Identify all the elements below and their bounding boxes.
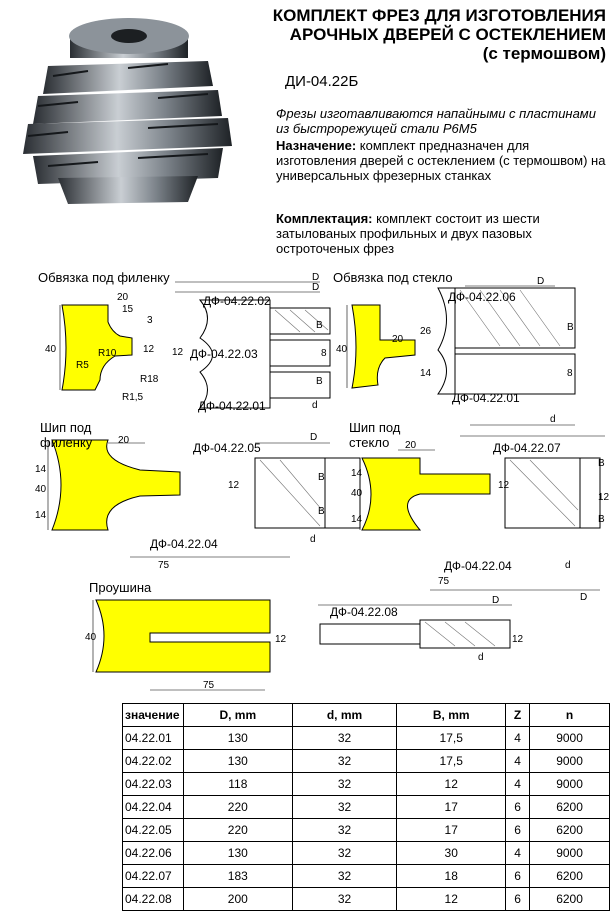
- code-06: ДФ-04.22.06: [448, 290, 516, 304]
- table-cell: 6200: [530, 819, 610, 842]
- col-header-D: D, mm: [184, 704, 293, 727]
- col-header-B: B, mm: [397, 704, 506, 727]
- table-cell: 32: [292, 750, 397, 773]
- code-04: ДФ-04.22.04: [150, 537, 218, 551]
- title-line-1: КОМПЛЕКТ ФРЕЗ ДЛЯ ИЗГОТОВЛЕНИЯ: [272, 6, 606, 25]
- dim-d-c: d: [310, 534, 316, 545]
- table-cell: 17: [397, 819, 506, 842]
- table-cell: 6: [506, 796, 530, 819]
- table-cell: 220: [184, 819, 293, 842]
- dim-B-e: B: [318, 506, 325, 517]
- table-cell: 220: [184, 796, 293, 819]
- dim-20-b: 20: [392, 334, 404, 345]
- technical-drawings: [0, 260, 612, 700]
- table-row: [123, 796, 610, 819]
- dim-B-g: B: [598, 514, 605, 525]
- material-description: Фрезы изготавливаются напайными с пластинами из быстрорежущей стали Р6М5: [276, 106, 596, 136]
- table-cell: 12: [397, 773, 506, 796]
- table-cell: 04.22.08: [123, 888, 184, 911]
- dim-20-c: 20: [118, 435, 130, 446]
- title-line-3: (с термошвом): [482, 44, 606, 63]
- table-cell: 30: [397, 842, 506, 865]
- spec-table: [122, 703, 610, 911]
- table-cell: 17,5: [397, 727, 506, 750]
- table-cell: 12: [397, 888, 506, 911]
- table-cell: 4: [506, 727, 530, 750]
- table-cell: 6: [506, 819, 530, 842]
- code-07: ДФ-04.22.07: [493, 441, 561, 455]
- table-cell: 32: [292, 796, 397, 819]
- dim-14-c: 14: [35, 510, 47, 521]
- table-cell: 04.22.06: [123, 842, 184, 865]
- table-cell: 17: [397, 796, 506, 819]
- table-cell: 6: [506, 865, 530, 888]
- table-cell: 9000: [530, 842, 610, 865]
- dim-B-d: B: [318, 472, 325, 483]
- code-02: ДФ-04.22.02: [203, 294, 271, 308]
- dim-B-a: B: [316, 320, 323, 331]
- dim-40-c: 40: [35, 484, 47, 495]
- dim-D-d: D: [310, 432, 318, 443]
- dim-26: 26: [420, 326, 432, 337]
- col-header-n: n: [530, 704, 610, 727]
- title-line-2: АРОЧНЫХ ДВЕРЕЙ С ОСТЕКЛЕНИЕМ: [289, 25, 606, 44]
- dim-D-e: D: [580, 592, 588, 603]
- table-cell: 130: [184, 750, 293, 773]
- dim-d-a: d: [312, 400, 318, 411]
- table-row: [123, 819, 610, 842]
- dim-d-b: d: [550, 414, 556, 425]
- table-row: [123, 865, 610, 888]
- dim-8-a: 8: [321, 348, 327, 359]
- purpose-label: Назначение:: [276, 138, 357, 153]
- dim-D-f: D: [492, 595, 500, 606]
- dim-12-c: 12: [228, 480, 240, 491]
- table-cell: 9000: [530, 750, 610, 773]
- table-cell: 6200: [530, 796, 610, 819]
- dim-B-b: B: [316, 376, 323, 387]
- dim-40-a: 40: [45, 344, 57, 355]
- table-cell: 200: [184, 888, 293, 911]
- dim-d-e: d: [478, 652, 484, 663]
- kit-description: [276, 211, 610, 256]
- table-row: [123, 750, 610, 773]
- table-cell: 6: [506, 888, 530, 911]
- table-cell: 6200: [530, 865, 610, 888]
- table-row: [123, 888, 610, 911]
- dim-r15: R1,5: [122, 392, 144, 403]
- table-cell: 32: [292, 773, 397, 796]
- dim-75-b: 75: [438, 576, 450, 587]
- table-cell: 32: [292, 888, 397, 911]
- dim-14-e: 14: [351, 514, 363, 525]
- dim-14-d: 14: [351, 468, 363, 479]
- purpose-description: [276, 138, 610, 183]
- dim-20-d: 20: [405, 440, 417, 451]
- code-01: ДФ-04.22.01: [198, 399, 266, 413]
- table-cell: 183: [184, 865, 293, 888]
- dim-40-e: 40: [85, 632, 97, 643]
- table-cell: 32: [292, 865, 397, 888]
- table-cell: 04.22.03: [123, 773, 184, 796]
- code-04b: ДФ-04.22.04: [444, 559, 512, 573]
- dim-75-a: 75: [158, 560, 170, 571]
- table-cell: 6200: [530, 888, 610, 911]
- table-cell: 32: [292, 727, 397, 750]
- label-rail-panel: Обвязка под филенку: [38, 270, 170, 285]
- dim-d-d: d: [565, 560, 571, 571]
- label-rail-glass: Обвязка под стекло: [333, 270, 453, 285]
- code-05: ДФ-04.22.05: [193, 441, 261, 455]
- table-cell: 4: [506, 750, 530, 773]
- model-code: ДИ-04.22Б: [285, 73, 359, 90]
- table-row: [123, 727, 610, 750]
- code-08: ДФ-04.22.08: [330, 605, 398, 619]
- table-cell: 130: [184, 842, 293, 865]
- table-cell: 04.22.04: [123, 796, 184, 819]
- table-cell: 130: [184, 727, 293, 750]
- dim-12-g: 12: [512, 634, 524, 645]
- table-cell: 32: [292, 819, 397, 842]
- dim-12-b: 12: [172, 347, 184, 358]
- table-row: [123, 842, 610, 865]
- dim-r10: R10: [98, 348, 117, 359]
- kit-text: комплект состоит из шести затылованых профильных и двух пазовых остроточеных фрез: [276, 211, 540, 256]
- table-cell: 9000: [530, 727, 610, 750]
- dim-D-a: D: [312, 272, 320, 283]
- table-cell: 9000: [530, 773, 610, 796]
- code-01b: ДФ-04.22.01: [452, 391, 520, 405]
- table-cell: 04.22.07: [123, 865, 184, 888]
- dim-B-c: B: [567, 322, 574, 333]
- table-cell: 04.22.02: [123, 750, 184, 773]
- dim-12-f: 12: [275, 634, 287, 645]
- col-header-code: значение: [123, 704, 184, 727]
- dim-8-b: 8: [567, 368, 573, 379]
- dim-D-c: D: [537, 276, 545, 287]
- dim-r18: R18: [140, 374, 159, 385]
- table-header-row: [123, 704, 610, 727]
- dim-D-b: D: [312, 282, 320, 293]
- dim-40-b: 40: [336, 344, 348, 355]
- dim-40-d: 40: [351, 488, 363, 499]
- table-row: [123, 773, 610, 796]
- table-cell: 17,5: [397, 750, 506, 773]
- table-cell: 04.22.01: [123, 727, 184, 750]
- dim-14-a: 14: [420, 368, 432, 379]
- dim-B-f: B: [598, 458, 605, 469]
- cutter-set-photo: [8, 6, 240, 206]
- table-cell: 118: [184, 773, 293, 796]
- dim-12-a: 12: [143, 344, 155, 355]
- label-tenon-glass-2: стекло: [349, 435, 390, 450]
- col-header-Z: Z: [506, 704, 530, 727]
- dim-20-a: 20: [117, 292, 129, 303]
- dim-15: 15: [122, 304, 134, 315]
- kit-label: Комплектация:: [276, 211, 373, 226]
- page-title: [230, 6, 606, 63]
- label-tenon-panel-2: филенку: [40, 435, 93, 450]
- label-tenon-panel-1: Шип под: [40, 420, 92, 435]
- table-cell: 04.22.05: [123, 819, 184, 842]
- table-cell: 32: [292, 842, 397, 865]
- code-03: ДФ-04.22.03: [190, 347, 258, 361]
- dim-75-c: 75: [203, 680, 215, 691]
- col-header-d: d, mm: [292, 704, 397, 727]
- table-cell: 4: [506, 842, 530, 865]
- label-tenon-glass-1: Шип под: [349, 420, 401, 435]
- label-mortise: Проушина: [89, 580, 152, 595]
- dim-12-d: 12: [498, 480, 510, 491]
- table-cell: 4: [506, 773, 530, 796]
- dim-14-b: 14: [35, 464, 47, 475]
- dim-r5: R5: [76, 360, 89, 371]
- dim-12-e: 12: [598, 492, 610, 503]
- purpose-text: комплект предназначен для изготовления дверей с остеклением (с термошвом) на универсальных фрезерных станках: [276, 138, 606, 183]
- dim-3: 3: [147, 315, 153, 326]
- table-cell: 18: [397, 865, 506, 888]
